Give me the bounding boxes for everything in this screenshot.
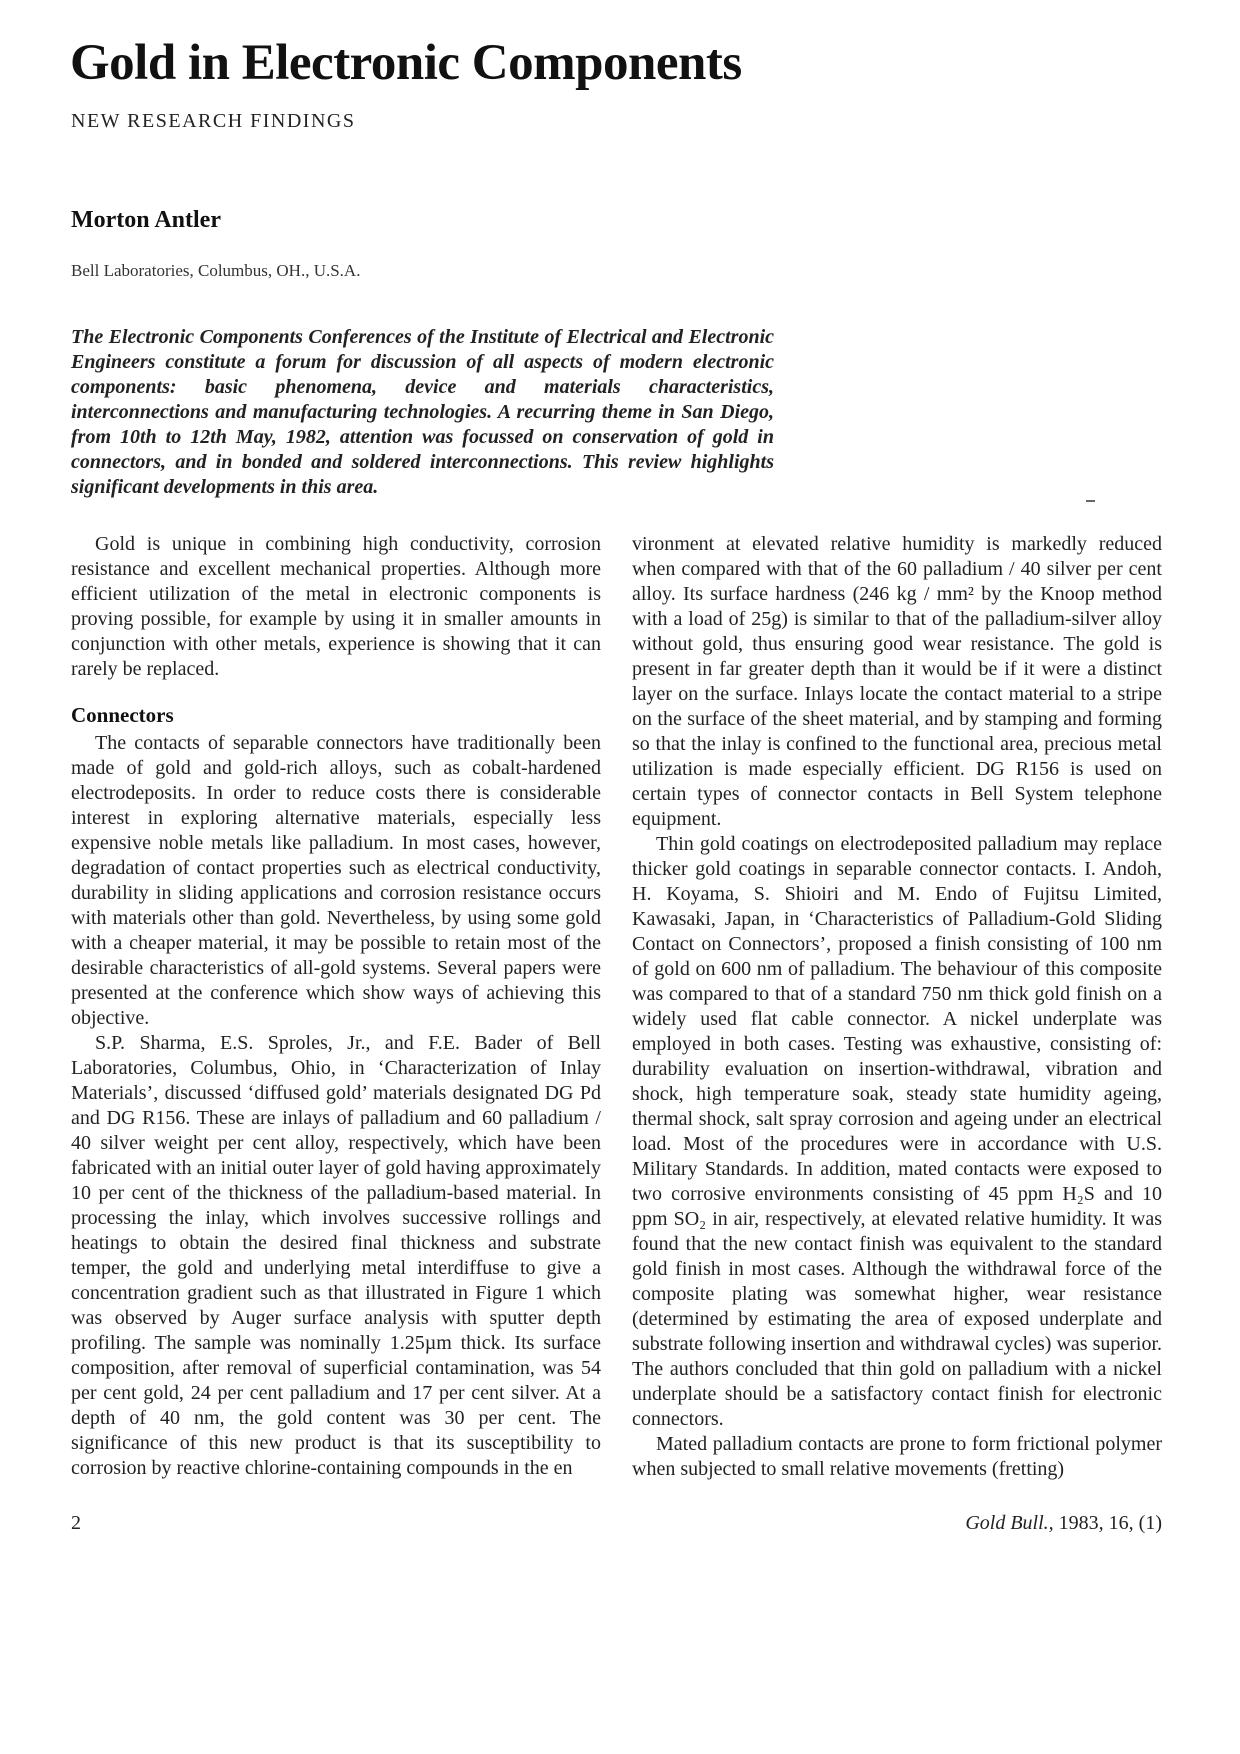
article-title: Gold in Electronic Components — [70, 35, 742, 91]
intro-paragraph: Gold is unique in combining high conductivity, corrosion resistance and excellent mechanical properties. Although more efficient utilization of the metal in electronic components is proving possible, for example by using it in smaller amounts in conjunction with other metals, experience is showing that it can rarely be replaced. — [71, 533, 601, 680]
abstract: The Electronic Components Conferences of the Institute of Electrical and Electronic Engineers constitute a forum for discussion of all aspects of modern electronic components: basic phenomena, device and materials characteristics, interconnections and manufacturing technologies. A recurring theme in San Diego, from 10th to 12th May, 1982, attention was focussed on conservation of gold in connectors, and in bonded and soldered interconnections. This review highlights significant developments in this area. — [71, 326, 774, 498]
page-number: 2 — [71, 1512, 81, 1534]
article-subtitle: NEW RESEARCH FINDINGS — [71, 110, 356, 132]
journal-volume: 1983, 16, (1) — [1053, 1512, 1162, 1534]
body-paragraph-continued: vironment at elevated relative humidity is markedly reduced when compared with that of the 60 palladium / 40 silver per cent alloy. Its surface hardness (246 kg / mm² by the Knoop method with a load of 25g) is similar to that of the palladium-silver alloy without gold, thus ensuring good wear resistance. The gold is present in far greater depth than it would be if it were a distinct layer on the surface. Inlays locate the contact material to a stripe on the surface of the sheet material, and by stamping and forming so that the inlay is confined to the functional area, precious metal utilization is made especially efficient. DG R156 is used on certain types of connector contacts in Bell System telephone equipment. — [632, 533, 1162, 830]
journal-citation — [965, 1512, 1162, 1535]
author-name: Morton Antler — [71, 207, 221, 233]
body-paragraph: The contacts of separable connectors have traditionally been made of gold and gold-rich alloys, such as cobalt-hardened electrodeposits. In order to reduce costs there is considerable interest in exploring alternative materials, especially less expensive noble metals like palladium. In most cases, however, degradation of contact properties such as electrical conductivity, durability in sliding applications and corrosion resistance occurs with materials other than gold. Nevertheless, by using some gold with a cheaper material, it may be possible to retain most of the desirable characteristics of all-gold systems. Several papers were presented at the conference which show ways of achieving this objective. — [71, 732, 601, 1029]
journal-name: Gold Bull., — [965, 1512, 1054, 1534]
stray-mark — [1086, 500, 1095, 502]
body-paragraph: Thin gold coatings on electrodeposited palladium may replace thicker gold coatings in separable connector contacts. I. Andoh, H. Koyama, S. Shioiri and M. Endo of Fujitsu Limited, Kawasaki, Japan, in ‘Characteristics of Palladium-Gold Sliding Contact on Connectors’, proposed a finish consisting of 100 nm of gold on 600 nm of palladium. The behaviour of this composite was compared to that of a standard 750 nm thick gold finish on a widely used flat cable connector. A nickel underplate was employed in both cases. Testing was exhaustive, consisting of: durability evaluation on insertion-withdrawal, vibration and shock, high temperature soak, steady state humidity ageing, thermal shock, salt spray corrosion and ageing under an electrical load. Most of the procedures were in accordance with U.S. Military Standards. In addition, mated contacts were exposed to two corrosive environments consisting of 45 ppm H₂S and 10 ppm SO₂ in air, respectively, at elevated relative humidity. It was found that the new contact finish was equivalent to the standard gold finish in most cases. Although the withdrawal force of the composite plating was somewhat higher, wear resistance (determined by estimating the area of exposed underplate and substrate following insertion and withdrawal cycles) was superior. The authors concluded that thin gold on palladium with a nickel underplate should be a satisfactory contact finish for electronic connectors. — [632, 833, 1162, 1430]
left-column — [71, 532, 601, 1481]
body-paragraph: Mated palladium contacts are prone to form frictional polymer when subjected to small relative movements (fretting) — [632, 1433, 1162, 1480]
right-column — [632, 532, 1162, 1482]
body-paragraph: S.P. Sharma, E.S. Sproles, Jr., and F.E. Bader of Bell Laboratories, Columbus, Ohio, in ‘Characterization of Inlay Materials’, discussed ‘diffused gold’ materials designated DG Pd and DG R156. These are inlays of palladium and 60 palladium / 40 silver weight per cent alloy, respectively, which have been fabricated with an initial outer layer of gold having approximately 10 per cent of the thickness of the palladium-based material. In processing the inlay, which involves successive rollings and heatings to obtain the desired final thickness and substrate temper, the gold and underlying metal interdiffuse to give a concentration gradient such as that illustrated in Figure 1 which was observed by Auger surface analysis with sputter depth profiling. The sample was nominally 1.25µm thick. Its surface composition, after removal of superficial contamination, was 54 per cent gold, 24 per cent palladium and 17 per cent silver. At a depth of 40 nm, the gold content was 30 per cent. The significance of this new product is that its susceptibility to corrosion by reactive chlorine-containing compounds in the en — [71, 1032, 601, 1479]
section-heading-connectors: Connectors — [71, 703, 174, 727]
author-affiliation: Bell Laboratories, Columbus, OH., U.S.A. — [71, 261, 361, 280]
